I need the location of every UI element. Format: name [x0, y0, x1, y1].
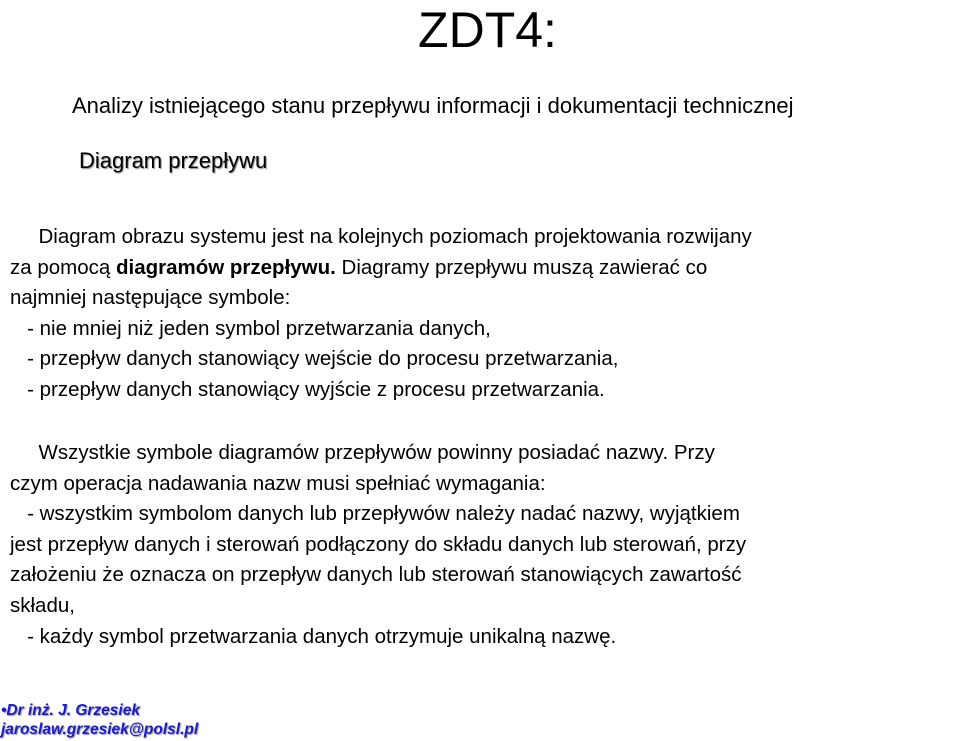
footer-author — [1, 701, 198, 739]
author-name: •Dr inż. J. Grzesiek — [1, 702, 140, 719]
paragraph-symbols — [10, 222, 960, 406]
paragraph-line: składu, — [10, 593, 75, 617]
paragraph-line — [10, 253, 960, 284]
slide-title: ZDT4: — [418, 2, 557, 58]
bold-term: diagramów przepływu. — [115, 255, 336, 279]
text-run: Diagramy przepływu muszą zawierać co — [335, 255, 708, 279]
list-item: - nie mniej niż jeden symbol przetwarzania danych, — [10, 316, 491, 340]
paragraph-line: najmniej następujące symbole: — [10, 286, 291, 310]
slide-subtitle: Analizy istniejącego stanu przepływu informacji i dokumentacji technicznej — [72, 93, 794, 118]
list-item: - przepływ danych stanowiący wejście do procesu przetwarzania, — [10, 347, 619, 371]
paragraph-line: jest przepływ danych i sterowań podłączony do składu danych lub sterowań, przy — [10, 532, 747, 556]
paragraph-line: Diagram obrazu systemu jest na kolejnych poziomach projektowania rozwijany — [10, 225, 752, 248]
paragraph-line: założeniu że oznacza on przepływ danych lub sterowań stanowiących zawartość — [10, 563, 742, 587]
section-heading: Diagram przepływu — [79, 148, 268, 173]
list-item: - wszystkim symbolom danych lub przepływów należy nadać nazwy, wyjątkiem — [10, 502, 740, 526]
text-run: za pomocą — [10, 255, 116, 279]
paragraph-line: czym operacja nadawania nazw musi spełniać wymagania: — [10, 471, 546, 495]
list-item: - przepływ danych stanowiący wyjście z procesu przetwarzania. — [10, 377, 605, 401]
paragraph-line: Wszystkie symbole diagramów przepływów powinny posiadać nazwy. Przy — [10, 441, 715, 464]
author-email: jaroslaw.grzesiek@polsl.pl — [1, 721, 199, 738]
paragraph-naming — [10, 438, 960, 652]
list-item: - każdy symbol przetwarzania danych otrzymuje unikalną nazwę. — [10, 624, 617, 648]
